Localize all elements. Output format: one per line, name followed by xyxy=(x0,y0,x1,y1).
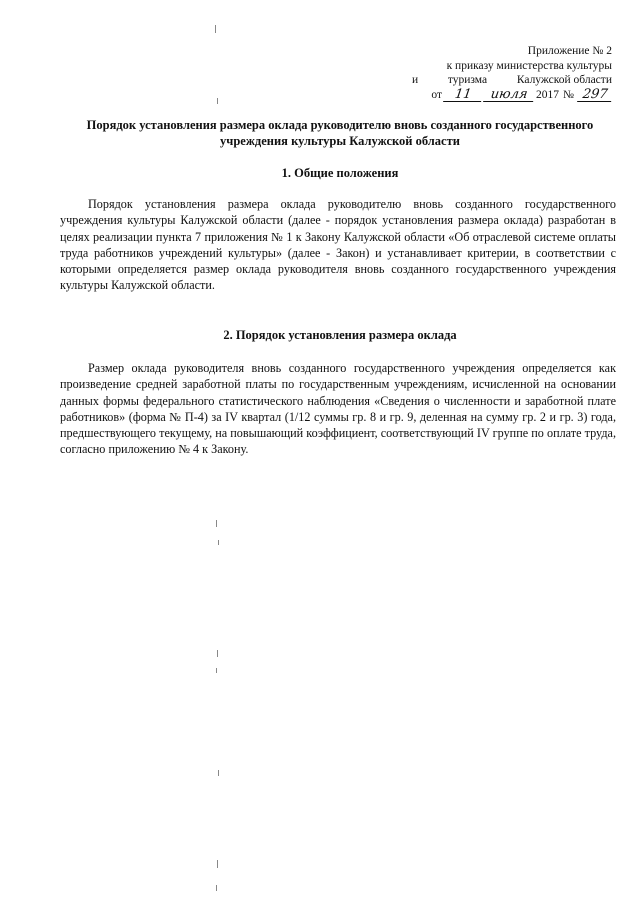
appendix-label: Приложение № 2 xyxy=(527,45,612,57)
scan-mark xyxy=(218,540,219,545)
section-2-paragraph: Размер оклада руководителя вновь созданного государственного учреждения определяется как произведение средней заработной платы по государственным учреждениям, исчисленной на основании данных формы федерального статистического наблюдения «Сведения о численности и заработной плате работников» (форма № П-4) за IV квартал (1/12 суммы гр. 8 и гр. 9, деленная на сумму гр. 2 и гр. 3) года, предшествующего текущему, на повышающий коэффициент, соответствующий IV группе по оплате труда, согласно приложению № 4 к Закону. xyxy=(60,361,616,457)
appendix-header xyxy=(412,44,612,102)
handwritten-number: 297 xyxy=(577,89,613,102)
scan-mark xyxy=(217,98,218,104)
scan-mark xyxy=(218,770,219,776)
handwritten-day: 11 xyxy=(443,89,483,102)
appendix-date-line xyxy=(412,88,612,103)
appendix-tourism-word: туризма xyxy=(447,74,488,86)
appendix-order-ref: к приказу министерства культуры xyxy=(446,59,612,72)
document-title: Порядок установления размера оклада руководителю вновь созданного государственного учреждения культуры Калужской области xyxy=(86,118,594,148)
scan-mark xyxy=(216,668,217,673)
scan-mark xyxy=(216,885,217,891)
date-prefix: от xyxy=(431,88,443,101)
appendix-and-word: и xyxy=(412,74,419,86)
appendix-ministry-line xyxy=(412,73,612,88)
scan-mark xyxy=(217,650,218,657)
section-1-heading: 1. Общие положения xyxy=(281,166,399,180)
date-year: 2017 xyxy=(536,88,560,101)
scan-mark xyxy=(215,25,216,33)
section-2-heading: 2. Порядок установления размера оклада xyxy=(223,328,457,342)
number-prefix: № xyxy=(563,88,574,101)
section-1-paragraph: Порядок установления размера оклада руководителю вновь созданного государственного учреждения культуры Калужской области (далее - порядок установления размера оклада) разработан в целях реализации пункта 7 приложения № 1 к Закону Калужской области «Об отраслевой системе оплаты труда работников учреждений культуры» (далее - Закон) и устанавливает критерии, в соответствии с которыми определяется размер оклада руководителя вновь созданного государственного учреждения культуры Калужской области. xyxy=(60,197,616,293)
handwritten-month: июля xyxy=(483,89,535,102)
scan-mark xyxy=(216,520,217,527)
appendix-region: Калужской области xyxy=(516,74,612,86)
scan-mark xyxy=(217,860,218,868)
